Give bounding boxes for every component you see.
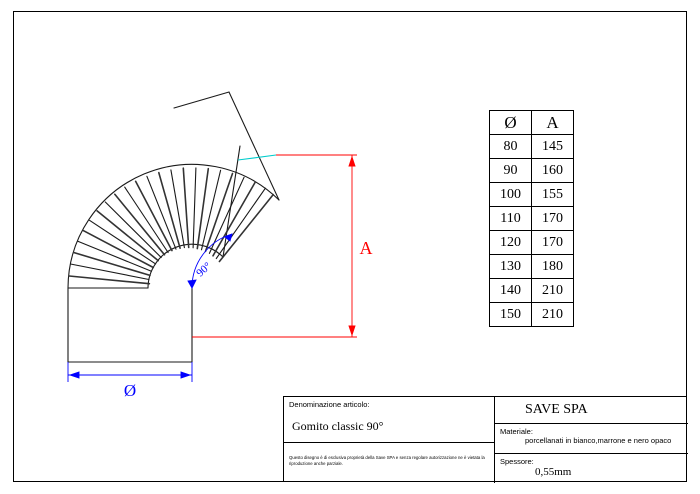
legal-cell bbox=[284, 443, 495, 483]
table-cell-diameter: 100 bbox=[490, 183, 532, 207]
table-cell-diameter: 90 bbox=[490, 159, 532, 183]
table-cell-a: 210 bbox=[532, 279, 574, 303]
table-cell-a: 170 bbox=[532, 231, 574, 255]
table-row bbox=[490, 135, 574, 159]
table-row bbox=[490, 207, 574, 231]
table-cell-diameter: 80 bbox=[490, 135, 532, 159]
table-cell-a: 180 bbox=[532, 255, 574, 279]
legal-text: Questo disegno è di esclusiva proprietà della Save SPA e senza regolare autorizzazione ne è vietata la riproduzione anche parziale. bbox=[289, 455, 485, 467]
table-cell-a: 160 bbox=[532, 159, 574, 183]
title-block bbox=[283, 396, 687, 482]
table-cell-a: 155 bbox=[532, 183, 574, 207]
table-header-diameter: Ø bbox=[490, 111, 532, 135]
table-row bbox=[490, 183, 574, 207]
company-cell bbox=[495, 397, 688, 424]
table-cell-diameter: 120 bbox=[490, 231, 532, 255]
material-label: Materiale: bbox=[500, 427, 533, 436]
company-name: SAVE SPA bbox=[525, 402, 588, 417]
table-header-row bbox=[490, 111, 574, 135]
material-cell bbox=[495, 424, 688, 454]
table-row bbox=[490, 303, 574, 327]
table-row bbox=[490, 279, 574, 303]
angle-label: 90° bbox=[194, 260, 214, 280]
table-cell-a: 145 bbox=[532, 135, 574, 159]
thickness-value: 0,55mm bbox=[535, 466, 572, 478]
table-cell-diameter: 110 bbox=[490, 207, 532, 231]
table-cell-diameter: 130 bbox=[490, 255, 532, 279]
dimension-table bbox=[489, 110, 574, 327]
table-row bbox=[490, 255, 574, 279]
dimension-a-label: A bbox=[359, 238, 373, 258]
title-block-left bbox=[284, 397, 495, 483]
material-value: porcellanati in bianco,marrone e nero opaco bbox=[525, 436, 672, 445]
article-label: Denominazione articolo: bbox=[289, 400, 370, 409]
thickness-label: Spessore: bbox=[500, 457, 534, 466]
article-value: Gomito classic 90° bbox=[292, 419, 384, 433]
table-row bbox=[490, 231, 574, 255]
dimension-diameter-label: Ø bbox=[123, 381, 137, 400]
table-cell-a: 170 bbox=[532, 207, 574, 231]
table-header-a: A bbox=[532, 111, 574, 135]
table-cell-a: 210 bbox=[532, 303, 574, 327]
article-cell bbox=[284, 397, 495, 443]
title-block-right bbox=[495, 397, 688, 483]
table-cell-diameter: 140 bbox=[490, 279, 532, 303]
thickness-cell bbox=[495, 454, 688, 483]
table-cell-diameter: 150 bbox=[490, 303, 532, 327]
table-row bbox=[490, 159, 574, 183]
